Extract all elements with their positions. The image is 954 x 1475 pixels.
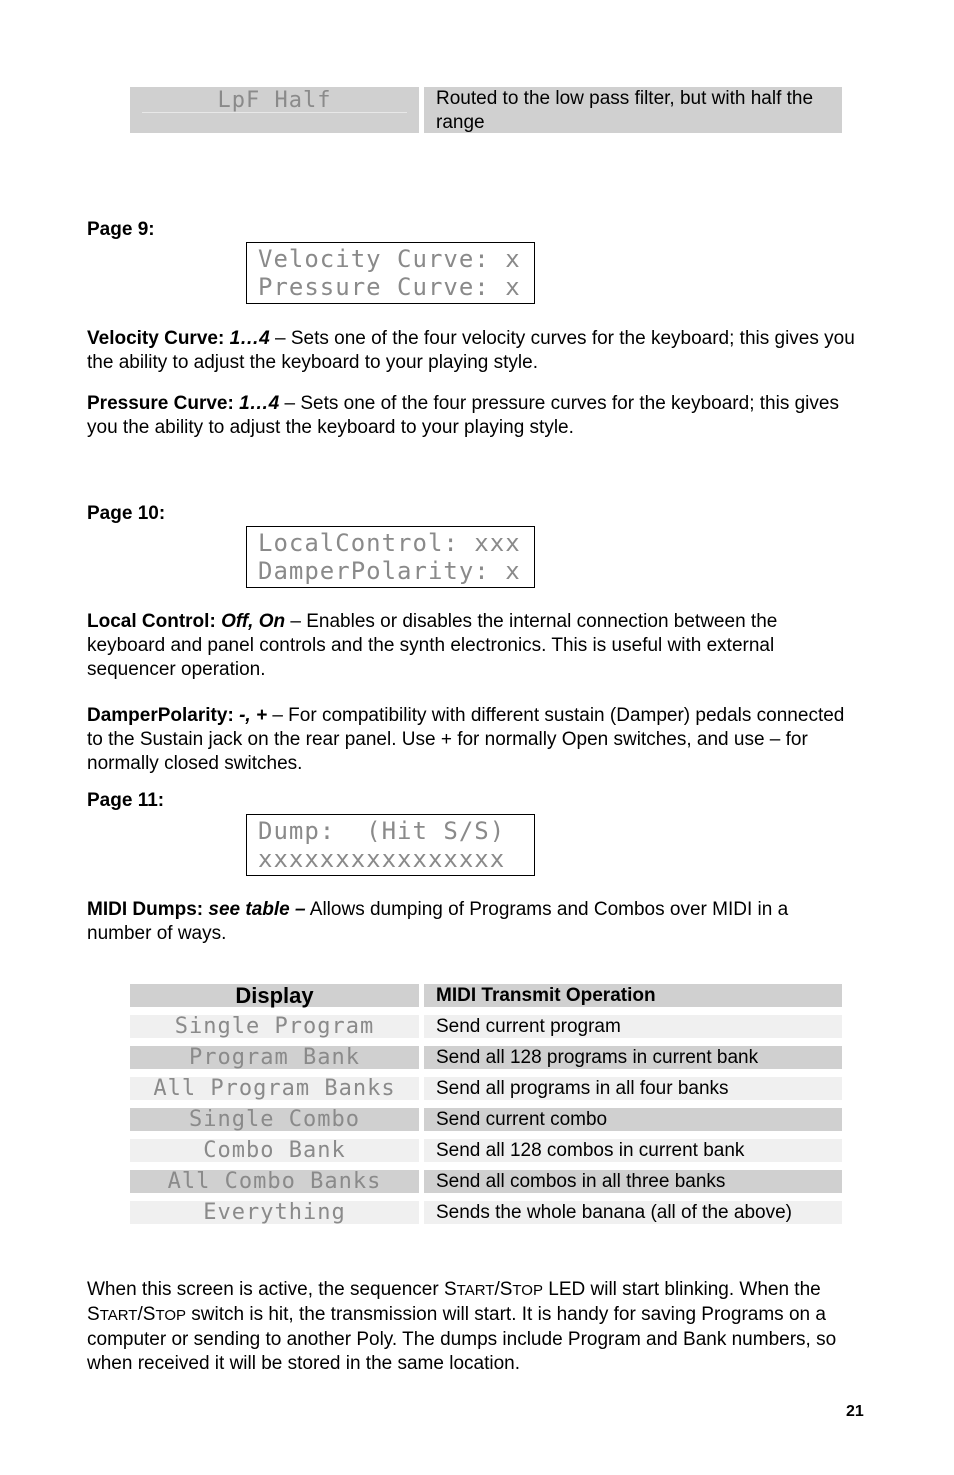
lcd-line-1: Velocity Curve: x bbox=[258, 245, 521, 273]
local-control-paragraph bbox=[87, 610, 857, 682]
local-label: Local Control: bbox=[87, 611, 216, 632]
table-row bbox=[130, 1077, 842, 1108]
closing-text-1: When this screen is active, the sequencer bbox=[87, 1279, 444, 1300]
page10-lcd bbox=[246, 526, 535, 588]
velocity-label: Velocity Curve: bbox=[87, 328, 225, 349]
table-row bbox=[130, 1139, 842, 1170]
header-operation: MIDI Transmit Operation bbox=[436, 985, 656, 1006]
page10-heading: Page 10: bbox=[87, 503, 166, 524]
lcd-display-value: Single Combo bbox=[189, 1107, 360, 1132]
pressure-range: 1…4 bbox=[239, 393, 280, 414]
closing-text-3: switch is hit, the transmission will start. It is handy for saving Programs on a computer or sending to another Poly. The dumps include Program and Bank numbers, so when received it will be stored in the same location. bbox=[87, 1304, 837, 1374]
closing-paragraph bbox=[87, 1278, 862, 1376]
lcd-display-value: Single Program bbox=[174, 1014, 375, 1039]
start-initial: S bbox=[443, 1279, 457, 1300]
lcd-line-1: Dump: (Hit S/S) bbox=[258, 817, 506, 845]
damper-polarity-paragraph bbox=[87, 704, 857, 776]
midi-dumps-paragraph bbox=[87, 898, 857, 946]
lcd-display-value: Combo Bank bbox=[203, 1138, 346, 1163]
lcd-line-2: xxxxxxxxxxxxxxxx bbox=[258, 845, 506, 873]
local-text: – Enables or disables the internal connection between the keyboard and panel controls and the synth electronics. This is useful with external sequencer operation. bbox=[87, 611, 778, 680]
top-table-description-cell bbox=[424, 87, 842, 133]
damper-label: DamperPolarity: bbox=[87, 705, 234, 726]
stop-initial: S bbox=[142, 1304, 156, 1325]
pressure-label: Pressure Curve: bbox=[87, 393, 234, 414]
lcd-display-value: All Program Banks bbox=[153, 1076, 396, 1101]
page11-heading: Page 11: bbox=[87, 790, 165, 811]
velocity-text: – Sets one of the four velocity curves for the keyboard; this gives you the ability to adjust the keyboard to your playing style. bbox=[87, 328, 855, 373]
stop-rest: TOP bbox=[512, 1282, 543, 1299]
pressure-text: – Sets one of the four pressure curves for the keyboard; this gives you the ability to adjust the keyboard to your playing style. bbox=[87, 393, 839, 438]
operation-text: Send all combos in all three banks bbox=[436, 1171, 726, 1192]
operation-text: Send current combo bbox=[436, 1109, 608, 1130]
stop-rest: TOP bbox=[155, 1307, 187, 1324]
top-table-description: Routed to the low pass filter, but with half the range bbox=[436, 88, 814, 133]
table-header-row bbox=[130, 984, 842, 1015]
damper-values: -, + bbox=[239, 705, 268, 726]
stop-initial: S bbox=[499, 1279, 513, 1300]
slash: / bbox=[137, 1304, 143, 1325]
page9-heading: Page 9: bbox=[87, 219, 155, 240]
start-rest: TART bbox=[99, 1307, 138, 1324]
midi-values: see table – bbox=[208, 899, 306, 920]
lcd-display-value: Program Bank bbox=[189, 1045, 360, 1070]
page11-lcd bbox=[246, 814, 535, 876]
lcd-line-1: LocalControl: xxx bbox=[258, 529, 521, 557]
lcd-lpf-half: LpF Half bbox=[142, 90, 407, 113]
midi-label: MIDI Dumps: bbox=[87, 899, 204, 920]
table-row bbox=[130, 1201, 842, 1232]
page-number: 21 bbox=[846, 1403, 864, 1420]
midi-transmit-table bbox=[130, 984, 842, 1232]
operation-text: Send all 128 programs in current bank bbox=[436, 1047, 759, 1068]
start-initial: S bbox=[87, 1304, 100, 1325]
table-row bbox=[130, 1046, 842, 1077]
velocity-range: 1…4 bbox=[229, 328, 270, 349]
operation-text: Send current program bbox=[436, 1016, 621, 1037]
start-rest: TART bbox=[456, 1282, 495, 1299]
operation-text: Send all programs in all four banks bbox=[436, 1078, 729, 1099]
page9-lcd bbox=[246, 242, 535, 304]
closing-text-2: LED will start blinking. When the bbox=[542, 1279, 821, 1300]
top-table-display-cell bbox=[130, 87, 419, 133]
local-values: Off, On bbox=[221, 611, 286, 632]
header-display: Display bbox=[235, 983, 314, 1008]
table-row bbox=[130, 1015, 842, 1046]
operation-text: Sends the whole banana (all of the above) bbox=[436, 1202, 792, 1223]
lcd-display-value: Everything bbox=[203, 1200, 346, 1225]
lcd-line-2: Pressure Curve: x bbox=[258, 273, 521, 301]
lcd-display-value: All Combo Banks bbox=[167, 1169, 382, 1194]
header-display-cell bbox=[130, 984, 419, 1007]
pressure-curve-paragraph bbox=[87, 392, 857, 440]
header-operation-cell bbox=[424, 984, 842, 1007]
operation-text: Send all 128 combos in current bank bbox=[436, 1140, 745, 1161]
midi-text: Allows dumping of Programs and Combos over MIDI in a number of ways. bbox=[87, 899, 789, 944]
table-row bbox=[130, 1170, 842, 1201]
velocity-curve-paragraph bbox=[87, 327, 857, 375]
table-row bbox=[130, 1108, 842, 1139]
lcd-line-2: DamperPolarity: x bbox=[258, 557, 521, 585]
damper-text: – For compatibility with different sustain (Damper) pedals connected to the Sustain jack on the rear panel. Use + for normally Open switches, and use – for normally closed switches. bbox=[87, 705, 845, 774]
slash: / bbox=[494, 1279, 500, 1300]
